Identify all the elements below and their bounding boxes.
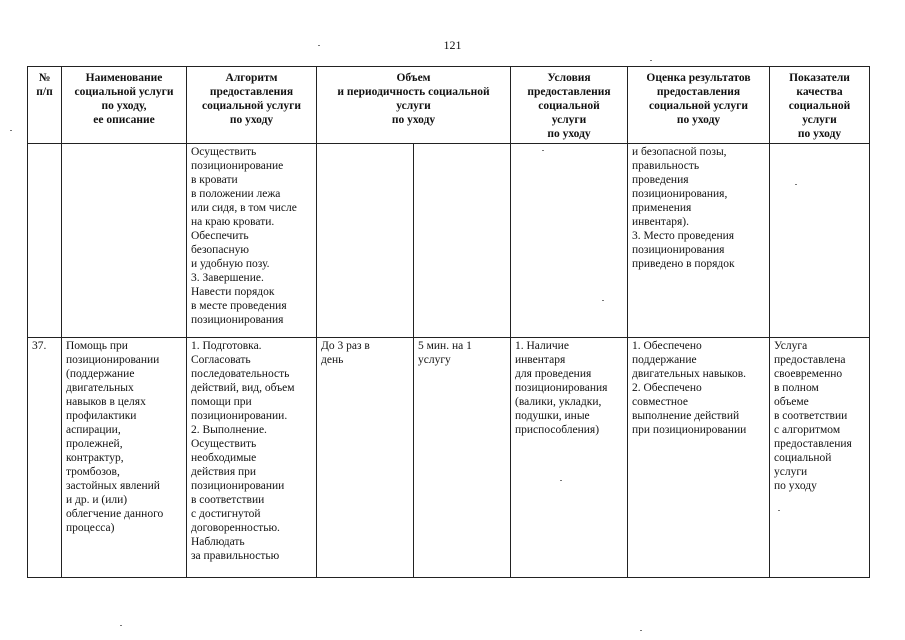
scan-speck	[560, 480, 562, 481]
cell-evaluation-37: 1. Обеспечено поддержание двигательных навыков. 2. Обеспечено совместное выполнение действий при позиционировании	[628, 337, 770, 577]
cell-duration-37: 5 мин. на 1 услугу	[414, 337, 511, 577]
cell-algorithm-37: 1. Подготовка. Согласовать последовательность действий, вид, объем помощи при позиционировании. 2. Выполнение. Осуществить необходимые действия при позиционировании в соответствии с достигнутой договоренностью. Наблюдать за правильностью	[187, 337, 317, 577]
cell-indicators-37: Услуга предоставлена своевременно в полном объеме в соответствии с алгоритмом предоставления социальной услуги по уходу	[770, 337, 870, 577]
header-service-name: Наименование социальной услуги по уходу, ее описание	[62, 67, 187, 144]
scan-speck	[650, 60, 652, 61]
cell-evaluation-continued: и безопасной позы, правильность проведения позиционирования, применения инвентаря). 3. Место проведения позиционирования приведено в порядок	[628, 144, 770, 337]
scan-speck	[542, 150, 544, 151]
table-row-continued	[28, 144, 870, 337]
scan-speck	[318, 45, 320, 46]
cell-algorithm-continued: Осуществить позиционирование в кровати в положении лежа или сидя, в том числе на краю кровати. Обеспечить безопасную и удобную позу. 3. Завершение. Навести порядок в месте проведения позиционирования	[187, 144, 317, 337]
table-header-row	[28, 67, 870, 144]
header-number: № п/п	[28, 67, 62, 144]
cell-conditions-empty	[511, 144, 628, 337]
cell-frequency-empty	[317, 144, 414, 337]
services-table	[27, 66, 870, 578]
page-number: 121	[443, 38, 462, 52]
cell-conditions-37: 1. Наличие инвентаря для проведения позиционирования (валики, укладки, подушки, иные приспособления)	[511, 337, 628, 577]
scan-speck	[10, 130, 12, 131]
header-evaluation: Оценка результатов предоставления социальной услуги по уходу	[628, 67, 770, 144]
header-volume: Объем и периодичность социальной услуги по уходу	[317, 67, 511, 144]
scan-speck	[640, 630, 642, 631]
cell-number-37: 37.	[28, 337, 62, 577]
header-indicators: Показатели качества социальной услуги по уходу	[770, 67, 870, 144]
scan-speck	[778, 510, 780, 511]
scan-speck	[602, 300, 604, 301]
cell-frequency-37: До 3 раз в день	[317, 337, 414, 577]
scan-speck	[795, 184, 797, 185]
cell-name-empty	[62, 144, 187, 337]
cell-name-37: Помощь при позиционировании (поддержание двигательных навыков в целях профилактики аспирации, пролежней, контрактур, тромбозов, застойных явлений и др. и (или) облегчение данного процесса)	[62, 337, 187, 577]
cell-duration-empty	[414, 144, 511, 337]
cell-indicators-empty	[770, 144, 870, 337]
cell-number-empty	[28, 144, 62, 337]
header-algorithm: Алгоритм предоставления социальной услуги по уходу	[187, 67, 317, 144]
header-conditions: Условия предоставления социальной услуги по уходу	[511, 67, 628, 144]
scan-speck	[120, 625, 122, 626]
table-row-37	[28, 337, 870, 577]
